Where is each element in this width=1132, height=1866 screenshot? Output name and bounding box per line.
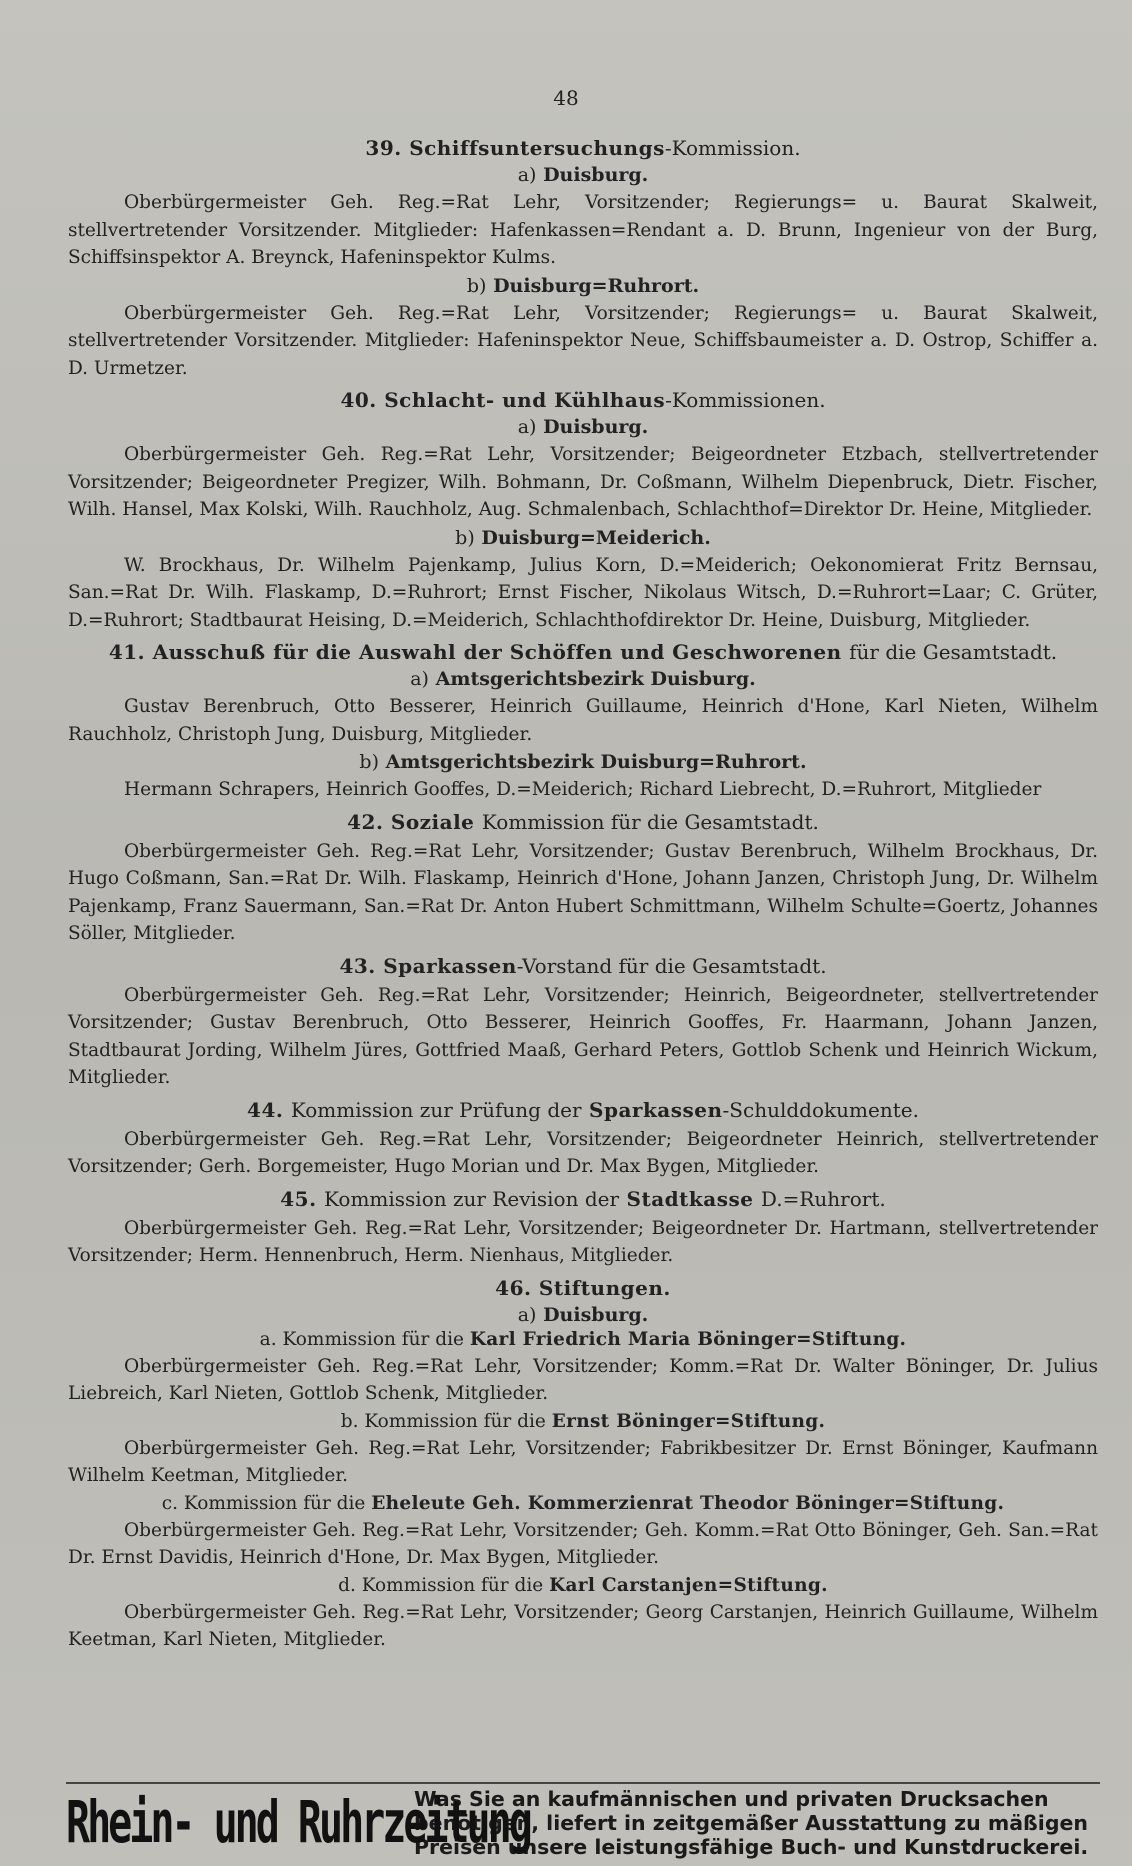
foundation-label: b. Kommission für die: [340, 1410, 546, 1432]
subsection-heading: [68, 164, 1098, 186]
section-suffix: -Kommission.: [664, 136, 801, 160]
subsection-heading: [68, 275, 1098, 297]
section-prefix: Kommission zur Revision der: [324, 1186, 620, 1211]
section-number: 44.: [247, 1097, 284, 1122]
section-title: Sparkassen: [383, 953, 517, 978]
newspaper-brand: Rhein- und Ruhrzeitung: [66, 1789, 530, 1857]
section-number: 45.: [280, 1186, 317, 1211]
section-suffix: für die Gesamtstadt.: [849, 640, 1058, 664]
section-number: 40.: [340, 388, 377, 412]
paragraph: Hermann Schrapers, Heinrich Gooffes, D.=Meiderich; Richard Liebrecht, D.=Ruhrort, Mitglieder: [124, 779, 1042, 800]
paragraph: Oberbürgermeister Geh. Reg.=Rat Lehr, Vorsitzender; Heinrich, Beigeordneter, stellvertretender Vorsitzender; Gustav Berenbruch, Otto Besserer, Heinrich Gooffes, Fr. Haarmann, Johann Janzen, Stadtbaurat Jording, Wilhelm Jüres, Gottfried Maaß, Gerhard Peters, Gottlob Schenk und Heinrich Wickum, Mitglieder.: [68, 984, 1098, 1088]
section-number: 41.: [108, 640, 146, 664]
foundation-name: Karl Friedrich Maria Böninger=Stiftung.: [469, 1328, 907, 1350]
subsection-place: Duisburg=Meiderich.: [481, 526, 711, 549]
paragraph: Oberbürgermeister Geh. Reg.=Rat Lehr, Vorsitzender; Georg Carstanjen, Heinrich Guillaume, Wilhelm Keetman, Karl Nieten, Mitglieder.: [68, 1601, 1098, 1650]
subsection-label: a): [517, 164, 537, 186]
section-prefix: Kommission zur Prüfung der: [290, 1097, 582, 1122]
section-number: 42.: [347, 809, 384, 834]
section-41-heading: [68, 640, 1098, 664]
section-suffix: D.=Ruhrort.: [760, 1186, 886, 1211]
section-number: 46.: [495, 1275, 532, 1300]
section-title: Ausschuß für die Auswahl der Schöffen und Geschworenen: [152, 640, 842, 664]
page-number: 48: [553, 86, 579, 110]
subsection-label: a): [410, 668, 429, 690]
section-44-heading: [68, 1098, 1098, 1122]
paragraph: Oberbürgermeister Geh. Reg.=Rat Lehr, Vorsitzender; Beigeordneter Heinrich, stellvertretender Vorsitzender; Gerh. Borgemeister, Hugo Morian und Dr. Max Bygen, Mitglieder.: [68, 1128, 1098, 1177]
section-43-heading: [68, 954, 1098, 978]
paragraph: Oberbürgermeister Geh. Reg.=Rat Lehr, Vorsitzender; Regierungs= u. Baurat Skalweit, stellvertretender Vorsitzender. Mitglieder: Hafenkassen=Rendant a. D. Brunn, Ingenieur von der Burg, Schiffsinspektor A. Breynck, Hafeninspektor Kulms.: [68, 192, 1098, 268]
subsection-heading: [68, 751, 1098, 773]
section-title: Schlacht- und Kühlhaus: [384, 388, 666, 412]
paragraph: Oberbürgermeister Geh. Reg.=Rat Lehr, Vorsitzender; Komm.=Rat Dr. Walter Böninger, Dr. Julius Liebreich, Karl Nieten, Gottlob Schenk, Mitglieder.: [68, 1355, 1098, 1404]
subsection-place: Duisburg.: [543, 1303, 649, 1326]
subsection-place: Amtsgerichtsbezirk Duisburg=Ruhrort.: [385, 751, 807, 773]
subsection-heading: [68, 416, 1098, 438]
ad-line: Was Sie an kaufmännischen und privaten Drucksachen: [414, 1787, 1049, 1811]
subsection-place: Amtsgerichtsbezirk Duisburg.: [435, 668, 756, 690]
section-number: 43.: [339, 953, 376, 978]
section-40-heading: [68, 388, 1098, 412]
paragraph: Oberbürgermeister Geh. Reg.=Rat Lehr, Vorsitzender; Beigeordneter Etzbach, stellvertretender Vorsitzender; Beigeordneter Pregizer, Wilh. Bohmann, Dr. Coßmann, Wilhelm Diepenbruck, Dietr. Fischer, Wilh. Hansel, Max Kolski, Wilh. Rauchholz, Aug. Schmalenbach, Schlachthof=Direktor Dr. Heine, Mitglieder.: [68, 444, 1098, 520]
paragraph: W. Brockhaus, Dr. Wilhelm Pajenkamp, Julius Korn, D.=Meiderich; Oekonomierat Fritz Bernsau, San.=Rat Dr. Wilh. Flaskamp, D.=Ruhrort; Ernst Fischer, Nikolaus Witsch, D.=Ruhrort=Laar; C. Grüter, D.=Ruhrort; Stadtbaurat Heising, D.=Meiderich, Schlachthofdirektor Dr. Heine, Duisburg, Mitglieder.: [68, 554, 1098, 631]
foundation-label: d. Kommission für die: [338, 1574, 544, 1596]
foundation-label: c. Kommission für die: [161, 1492, 366, 1514]
paragraph: Oberbürgermeister Geh. Reg.=Rat Lehr, Vorsitzender; Beigeordneter Dr. Hartmann, stellvertretender Vorsitzender; Herm. Hennenbruch, Herm. Nienhaus, Mitglieder.: [68, 1217, 1098, 1266]
section-suffix: Kommission für die Gesamtstadt.: [481, 809, 819, 834]
subsection-place: Duisburg=Ruhrort.: [493, 274, 700, 297]
section-46-heading: [68, 1276, 1098, 1300]
foundation-name: Ernst Böninger=Stiftung.: [551, 1410, 826, 1432]
paragraph: Oberbürgermeister Geh. Reg.=Rat Lehr, Vorsitzender; Gustav Berenbruch, Wilhelm Brockhaus, Dr. Hugo Coßmann, San.=Rat Dr. Wilh. Flaskamp, Heinrich d'Hone, Johann Janzen, Christoph Jung, Dr. Wilhelm Pajenkamp, Franz Sauermann, San.=Rat Dr. Anton Hubert Schmittmann, Wilhelm Schulte=Goertz, Johannes Söller, Mitglieder.: [68, 840, 1098, 944]
section-title: Soziale: [390, 809, 475, 834]
ad-line: benötigen, liefert in zeitgemäßer Ausstattung zu mäßigen: [414, 1811, 1088, 1835]
subsection-label: b): [455, 526, 475, 549]
section-39-heading: [68, 136, 1098, 160]
subsection-label: b): [359, 751, 379, 773]
document-body: [68, 130, 1098, 1656]
section-title: Stadtkasse: [626, 1186, 754, 1211]
subsection-label: b): [466, 274, 487, 297]
section-45-heading: [68, 1187, 1098, 1211]
section-title: Schiffsuntersuchungs: [409, 136, 665, 160]
foundation-name: Karl Carstanjen=Stiftung.: [549, 1574, 828, 1596]
paragraph: Oberbürgermeister Geh. Reg.=Rat Lehr, Vorsitzender; Regierungs= u. Baurat Skalweit, stellvertretender Vorsitzender. Mitglieder: Hafeninspektor Neue, Schiffsbaumeister a. D. Ostrop, Schiffer a. D. Urmetzer.: [68, 302, 1098, 379]
subsection-heading: [68, 1304, 1098, 1326]
foundation-heading: [68, 1493, 1098, 1514]
foundation-label: a. Kommission für die: [259, 1328, 464, 1350]
subsection-label: a): [517, 1303, 537, 1326]
ad-line: Preisen unsere leistungsfähige Buch- und Kunstdruckerei.: [414, 1835, 1089, 1859]
subsection-place: Duisburg.: [543, 416, 649, 438]
section-suffix: -Vorstand für die Gesamtstadt.: [516, 953, 827, 978]
foundation-heading: [68, 1575, 1098, 1596]
foundation-heading: [68, 1411, 1098, 1432]
section-number: 39.: [365, 136, 402, 160]
paragraph: Oberbürgermeister Geh. Reg.=Rat Lehr, Vorsitzender; Geh. Komm.=Rat Otto Böninger, Geh. San.=Rat Dr. Ernst Davidis, Heinrich d'Hone, Dr. Max Bygen, Mitglieder.: [68, 1519, 1098, 1568]
subsection-place: Duisburg.: [543, 164, 649, 186]
subsection-heading: [68, 668, 1098, 690]
subsection-label: a): [517, 416, 537, 438]
section-title: Sparkassen: [589, 1097, 723, 1122]
foundation-name: Eheleute Geh. Kommerzienrat Theodor Böninger=Stiftung.: [371, 1492, 1005, 1514]
subsection-heading: [68, 527, 1098, 549]
section-suffix: -Kommissionen.: [665, 388, 826, 412]
section-title: Stiftungen.: [538, 1275, 671, 1300]
paragraph: Oberbürgermeister Geh. Reg.=Rat Lehr, Vorsitzender; Fabrikbesitzer Dr. Ernst Böninger, Kaufmann Wilhelm Keetman, Mitglieder.: [68, 1437, 1098, 1486]
advertisement: [66, 1782, 1100, 1862]
section-42-heading: [68, 810, 1098, 834]
foundation-heading: [68, 1329, 1098, 1350]
paragraph: Gustav Berenbruch, Otto Besserer, Heinrich Guillaume, Heinrich d'Hone, Karl Nieten, Wilhelm Rauchholz, Christoph Jung, Duisburg, Mitglieder.: [68, 696, 1098, 745]
section-suffix: -Schulddokumente.: [722, 1097, 919, 1122]
